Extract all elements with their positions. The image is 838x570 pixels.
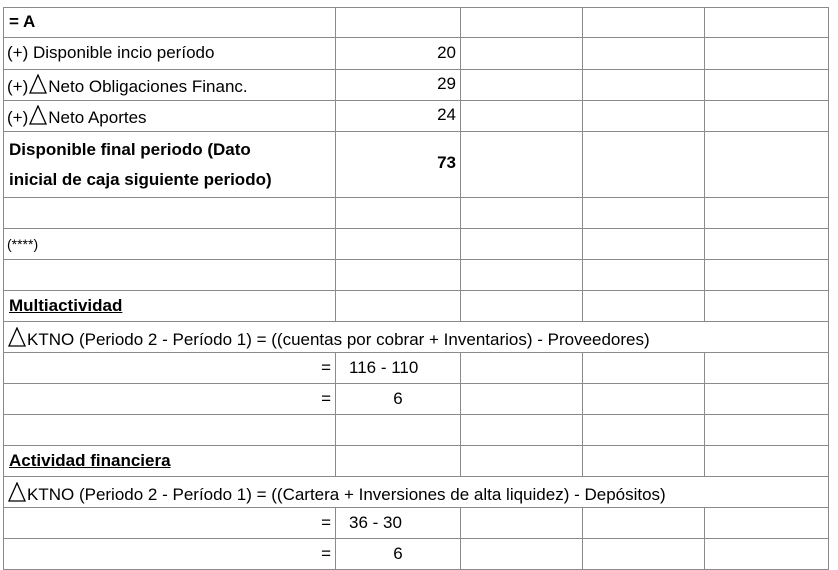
column-border [3,7,4,569]
column-border [828,7,829,569]
cell-neto-aportes [7,105,147,128]
section-title-multiactividad: Multiactividad [9,296,123,315]
row-border [3,131,829,132]
row-border [3,507,829,508]
row-border [3,37,829,38]
delta-triangle-icon [29,105,47,125]
formula-text-financiera: KTNO (Periodo 2 - Período 1) = ((Cartera + Inversiones de alta liquidez) - Depósitos) [27,485,666,504]
value-financiera-diff: 36 - 30 [349,513,402,532]
column-border [704,352,705,476]
value-disponible-final: 73 [437,153,456,172]
label-disponible-final-line1: Disponible final periodo (Dato [9,140,251,159]
section-title-financiera: Actividad financiera [9,451,171,470]
prefix-plus: (+) [7,43,29,62]
row-border [3,69,829,70]
delta-triangle-icon [8,482,26,502]
row-border [3,321,829,322]
row-border [3,538,829,539]
delta-triangle-icon [8,327,26,347]
row-border [3,445,829,446]
label-disponible-inicio: Disponible incio período [32,43,215,62]
formula-financiera [7,482,666,505]
column-border [335,352,336,476]
prefix-plus: (+) [7,77,29,96]
equals-sign: = [321,544,331,563]
formula-multiactividad [7,327,650,350]
row-border [3,414,829,415]
column-border [704,507,705,569]
cell-neto-obligaciones [7,74,248,97]
cell-note: (****) [7,236,39,252]
row-border [3,259,829,260]
column-border [582,507,583,569]
row-border [3,228,829,229]
column-border [460,507,461,569]
row-border [3,290,829,291]
value-multiactividad-result: 6 [393,389,403,408]
value-multiactividad-diff: 116 - 110 [349,358,419,377]
label-neto-obligaciones: Neto Obligaciones Financ. [48,77,248,96]
value-neto-obligaciones: 29 [437,74,456,93]
value-financiera-result: 6 [393,544,403,563]
row-border [3,352,829,353]
label-neto-aportes: Neto Aportes [48,108,147,127]
row-border [3,197,829,198]
equals-sign: = [321,513,331,532]
value-disponible-inicio: 20 [437,43,456,62]
column-border [582,352,583,476]
equals-sign: = [321,358,331,377]
equals-sign: = [321,389,331,408]
row-border [3,7,829,8]
column-border [460,352,461,476]
column-border [704,7,705,321]
spreadsheet-grid [3,7,829,570]
formula-text-multiactividad: KTNO (Periodo 2 - Período 1) = ((cuentas por cobrar + Inventarios) - Proveedores) [27,330,650,349]
cell-disponible-inicio [7,43,214,63]
prefix-plus: (+) [7,108,29,127]
label-disponible-final-line2: inicial de caja siguiente periodo) [9,170,272,189]
delta-triangle-icon [29,74,47,94]
row-border [3,476,829,477]
value-neto-aportes: 24 [437,105,456,124]
column-border [460,7,461,321]
column-border [582,7,583,321]
row-border [3,100,829,101]
cell-equals-a: = A [9,12,36,31]
row-border [3,383,829,384]
